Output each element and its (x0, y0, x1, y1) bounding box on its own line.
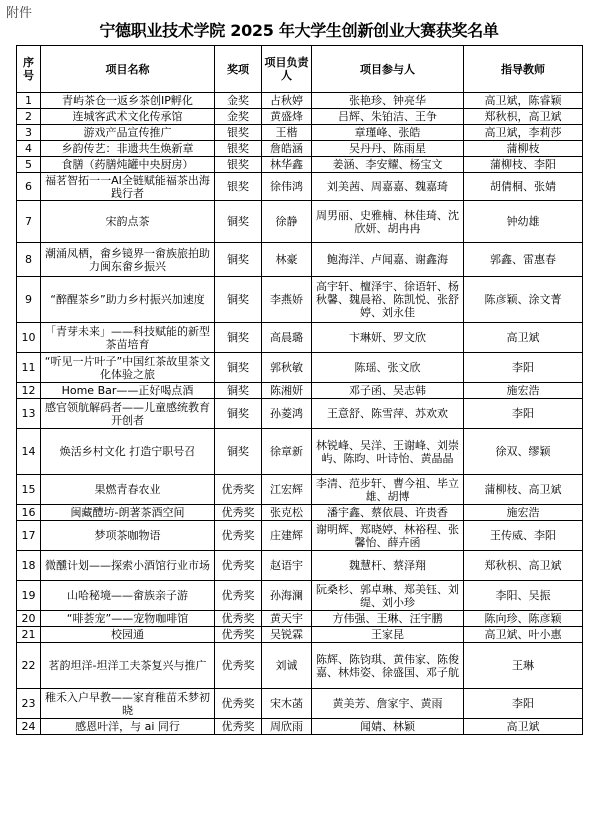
cell-teacher: 蒲柳枝、高卫斌 (464, 475, 583, 505)
cell-leader: 李燕娇 (262, 277, 312, 323)
cell-project: “听见一片叶子”中国红茶故里茶文化体验之旅 (41, 353, 215, 383)
cell-teacher: 高卫斌 (464, 323, 583, 353)
document-title: 宁德职业技术学院 2025 年大学生创新创业大赛获奖名单 (99, 21, 499, 40)
cell-members: 林锐峰、吴洋、王谢峰、刘崇屿、陈昀、叶诗怡、黄晶晶 (312, 429, 464, 475)
cell-members: 章瑾峰、张皓 (312, 125, 464, 141)
cell-index: 15 (17, 475, 41, 505)
cell-teacher: 施宏浩 (464, 505, 583, 521)
cell-teacher: 王传威、李阳 (464, 521, 583, 551)
cell-teacher: 郭鑫、雷惠春 (464, 243, 583, 277)
table-row (17, 277, 583, 323)
cell-index: 3 (17, 125, 41, 141)
cell-members: 闻婧、林颖 (312, 719, 464, 735)
cell-index: 18 (17, 551, 41, 581)
table-row (17, 383, 583, 399)
table-row (17, 399, 583, 429)
cell-leader: 詹皓涵 (262, 141, 312, 157)
header-teacher: 指导教师 (464, 46, 583, 93)
cell-index: 17 (17, 521, 41, 551)
cell-project: 果燃青春农业 (41, 475, 215, 505)
cell-index: 12 (17, 383, 41, 399)
award-table (16, 45, 583, 735)
cell-members: 黄美芳、詹家宇、黄雨 (312, 689, 464, 719)
cell-project: 梦项茶咖物语 (41, 521, 215, 551)
table-row (17, 157, 583, 173)
header-members: 项目参与人 (312, 46, 464, 93)
cell-teacher: 徐双、缪颖 (464, 429, 583, 475)
cell-project: 校园通 (41, 627, 215, 643)
cell-project: 焕活乡村文化 打造宁职号召 (41, 429, 215, 475)
cell-members: 李清、范步轩、曹今祖、毕立雄、胡博 (312, 475, 464, 505)
cell-teacher: 李阳 (464, 689, 583, 719)
cell-project: 稚禾入户早教——家育稚苗禾梦初晓 (41, 689, 215, 719)
cell-project: 微醺计划——探索小酒馆行业市场 (41, 551, 215, 581)
table-row (17, 243, 583, 277)
cell-leader: 陈湘妍 (262, 383, 312, 399)
cell-project: 「青芽未来」——科技赋能的新型茶苗培育 (41, 323, 215, 353)
cell-leader: 庄建辉 (262, 521, 312, 551)
cell-index: 11 (17, 353, 41, 383)
cell-index: 5 (17, 157, 41, 173)
cell-project: 潮涌凤栖，畲乡镜界一畲族旅拍助力闽东畲乡振兴 (41, 243, 215, 277)
cell-leader: 江宏辉 (262, 475, 312, 505)
cell-index: 19 (17, 581, 41, 611)
cell-project: Home Bar——正好喝点酒 (41, 383, 215, 399)
cell-teacher: 王琳 (464, 643, 583, 689)
cell-award: 优秀奖 (215, 627, 262, 643)
table-row (17, 201, 583, 243)
attachment-label: 附件 (6, 6, 33, 21)
cell-index: 20 (17, 611, 41, 627)
table-row (17, 93, 583, 109)
table-row (17, 475, 583, 505)
cell-project: 福茗智拓一一AI全链赋能福茶出海践行者 (41, 173, 215, 201)
table-row (17, 627, 583, 643)
cell-members: 周男丽、史雅楠、林佳琦、沈欣妍、胡冉冉 (312, 201, 464, 243)
cell-leader: 郭秋敏 (262, 353, 312, 383)
cell-project: 山哈秘境——畲族亲子游 (41, 581, 215, 611)
cell-index: 23 (17, 689, 41, 719)
cell-teacher: 高卫斌 (464, 719, 583, 735)
cell-award: 优秀奖 (215, 521, 262, 551)
cell-teacher: 郑秋枳、高卫斌 (464, 551, 583, 581)
cell-members: 鲍海洋、卢闻嘉、谢鑫海 (312, 243, 464, 277)
cell-leader: 高晨璐 (262, 323, 312, 353)
cell-members: 魏慧杆、蔡泽翔 (312, 551, 464, 581)
cell-leader: 林豪 (262, 243, 312, 277)
cell-teacher: 郑秋枳，高卫斌 (464, 109, 583, 125)
cell-leader: 赵语宇 (262, 551, 312, 581)
table-row (17, 323, 583, 353)
header-project: 项目名称 (41, 46, 215, 93)
cell-members: 陈瑶、张文欣 (312, 353, 464, 383)
table-row (17, 429, 583, 475)
cell-award: 金奖 (215, 109, 262, 125)
cell-award: 银奖 (215, 125, 262, 141)
table-row (17, 581, 583, 611)
cell-leader: 徐章新 (262, 429, 312, 475)
cell-award: 金奖 (215, 93, 262, 109)
cell-award: 银奖 (215, 157, 262, 173)
cell-leader: 徐伟鸿 (262, 173, 312, 201)
cell-index: 7 (17, 201, 41, 243)
cell-leader: 王楷 (262, 125, 312, 141)
cell-award: 铜奖 (215, 383, 262, 399)
cell-leader: 林华鑫 (262, 157, 312, 173)
cell-index: 8 (17, 243, 41, 277)
cell-project: 闽藏醴坊-朗著茶酒空间 (41, 505, 215, 521)
cell-index: 22 (17, 643, 41, 689)
cell-index: 1 (17, 93, 41, 109)
cell-project: 茗韵坦洋-坦洋工夫茶复兴与推广 (41, 643, 215, 689)
cell-members: 卞琳妍、罗文欣 (312, 323, 464, 353)
table-row (17, 505, 583, 521)
table-row (17, 551, 583, 581)
cell-leader: 周欣雨 (262, 719, 312, 735)
cell-project: 宋韵点茶 (41, 201, 215, 243)
cell-award: 优秀奖 (215, 611, 262, 627)
cell-award: 银奖 (215, 173, 262, 201)
cell-leader: 刘诚 (262, 643, 312, 689)
cell-award: 优秀奖 (215, 505, 262, 521)
cell-award: 优秀奖 (215, 643, 262, 689)
table-header-row (17, 46, 583, 93)
cell-leader: 孙海澜 (262, 581, 312, 611)
cell-teacher: 胡倩桐、张婧 (464, 173, 583, 201)
cell-teacher: 钟幼雄 (464, 201, 583, 243)
cell-award: 优秀奖 (215, 475, 262, 505)
cell-teacher: 蒲柳枝 (464, 141, 583, 157)
cell-award: 铜奖 (215, 201, 262, 243)
table-row (17, 689, 583, 719)
cell-index: 9 (17, 277, 41, 323)
cell-leader: 徐静 (262, 201, 312, 243)
cell-index: 6 (17, 173, 41, 201)
cell-index: 14 (17, 429, 41, 475)
cell-members: 高宇轩、檀泽宇、徐语轩、杨秋馨、魏晨裕、陈凯悦、张舒婷、刘永佳 (312, 277, 464, 323)
cell-project: “啡荟宠”——宠物咖啡馆 (41, 611, 215, 627)
table-body (17, 93, 583, 735)
cell-members: 吕辉、朱铂洁、王争 (312, 109, 464, 125)
cell-members: 张艳珍、钟亮华 (312, 93, 464, 109)
cell-members: 陈辉、陈钧琪、黄伟家、陈俊嘉、林炜姿、徐盛国、邓子航 (312, 643, 464, 689)
cell-project: 感恩叶洋，与 ai 同行 (41, 719, 215, 735)
cell-index: 4 (17, 141, 41, 157)
cell-project: “醉醒茶乡”助力乡村振兴加速度 (41, 277, 215, 323)
cell-award: 铜奖 (215, 243, 262, 277)
cell-teacher: 高卫斌，李莉莎 (464, 125, 583, 141)
cell-teacher: 李阳 (464, 353, 583, 383)
cell-index: 13 (17, 399, 41, 429)
cell-members: 王意舒、陈雪萍、苏欢欢 (312, 399, 464, 429)
cell-project: 乡韵传艺：非遗共生焕新章 (41, 141, 215, 157)
cell-award: 铜奖 (215, 277, 262, 323)
cell-award: 铜奖 (215, 323, 262, 353)
table-row (17, 353, 583, 383)
cell-members: 潘宇鑫、蔡依晨、许贵香 (312, 505, 464, 521)
cell-award: 铜奖 (215, 399, 262, 429)
table-row (17, 719, 583, 735)
table-row (17, 521, 583, 551)
cell-members: 姜涵、李安耀、杨宝文 (312, 157, 464, 173)
cell-award: 优秀奖 (215, 551, 262, 581)
cell-award: 优秀奖 (215, 581, 262, 611)
cell-leader: 吴锐霖 (262, 627, 312, 643)
cell-leader: 宋木菡 (262, 689, 312, 719)
cell-award: 铜奖 (215, 429, 262, 475)
header-leader: 项目负责人 (262, 46, 312, 93)
header-award: 奖项 (215, 46, 262, 93)
cell-index: 10 (17, 323, 41, 353)
cell-teacher: 高卫斌、叶小惠 (464, 627, 583, 643)
cell-index: 21 (17, 627, 41, 643)
table-row (17, 643, 583, 689)
cell-members: 邓子函、吴志韩 (312, 383, 464, 399)
cell-members: 吴丹丹、陈雨星 (312, 141, 464, 157)
cell-members: 阮桑杉、郭卓琳、郑美钰、刘缇、刘小珍 (312, 581, 464, 611)
cell-index: 16 (17, 505, 41, 521)
cell-teacher: 李阳、吴振 (464, 581, 583, 611)
cell-project: 游戏产品宣传推广 (41, 125, 215, 141)
cell-project: 感官领航解码者——儿童感统教育开创者 (41, 399, 215, 429)
cell-members: 刘美茜、周嘉嘉、魏嘉琦 (312, 173, 464, 201)
cell-index: 2 (17, 109, 41, 125)
header-index: 序号 (17, 46, 41, 93)
cell-teacher: 高卫斌，陈睿颖 (464, 93, 583, 109)
table-row (17, 141, 583, 157)
cell-members: 谢明辉、郑晓婷、林裕程、张馨怡、薛卉函 (312, 521, 464, 551)
cell-index: 24 (17, 719, 41, 735)
cell-leader: 黄盛烽 (262, 109, 312, 125)
cell-project: 食膳（药膳炖罐中央厨房） (41, 157, 215, 173)
cell-award: 铜奖 (215, 353, 262, 383)
cell-project: 青屿茶仓一返乡茶创IP孵化 (41, 93, 215, 109)
cell-project: 连城客武术文化传承馆 (41, 109, 215, 125)
cell-award: 银奖 (215, 141, 262, 157)
table-row (17, 109, 583, 125)
cell-teacher: 陈向珍、陈彦颖 (464, 611, 583, 627)
cell-leader: 孙菱鸿 (262, 399, 312, 429)
cell-leader: 黄天宇 (262, 611, 312, 627)
cell-teacher: 施宏浩 (464, 383, 583, 399)
cell-members: 方伟强、王琳、汪宇鹏 (312, 611, 464, 627)
cell-teacher: 陈彦颖、涂文菁 (464, 277, 583, 323)
cell-leader: 张克松 (262, 505, 312, 521)
cell-teacher: 蒲柳枝、李阳 (464, 157, 583, 173)
cell-members: 王家昆 (312, 627, 464, 643)
table-row (17, 125, 583, 141)
cell-award: 优秀奖 (215, 719, 262, 735)
cell-teacher: 李阳 (464, 399, 583, 429)
cell-award: 优秀奖 (215, 689, 262, 719)
table-row (17, 611, 583, 627)
table-row (17, 173, 583, 201)
cell-leader: 占秋婷 (262, 93, 312, 109)
